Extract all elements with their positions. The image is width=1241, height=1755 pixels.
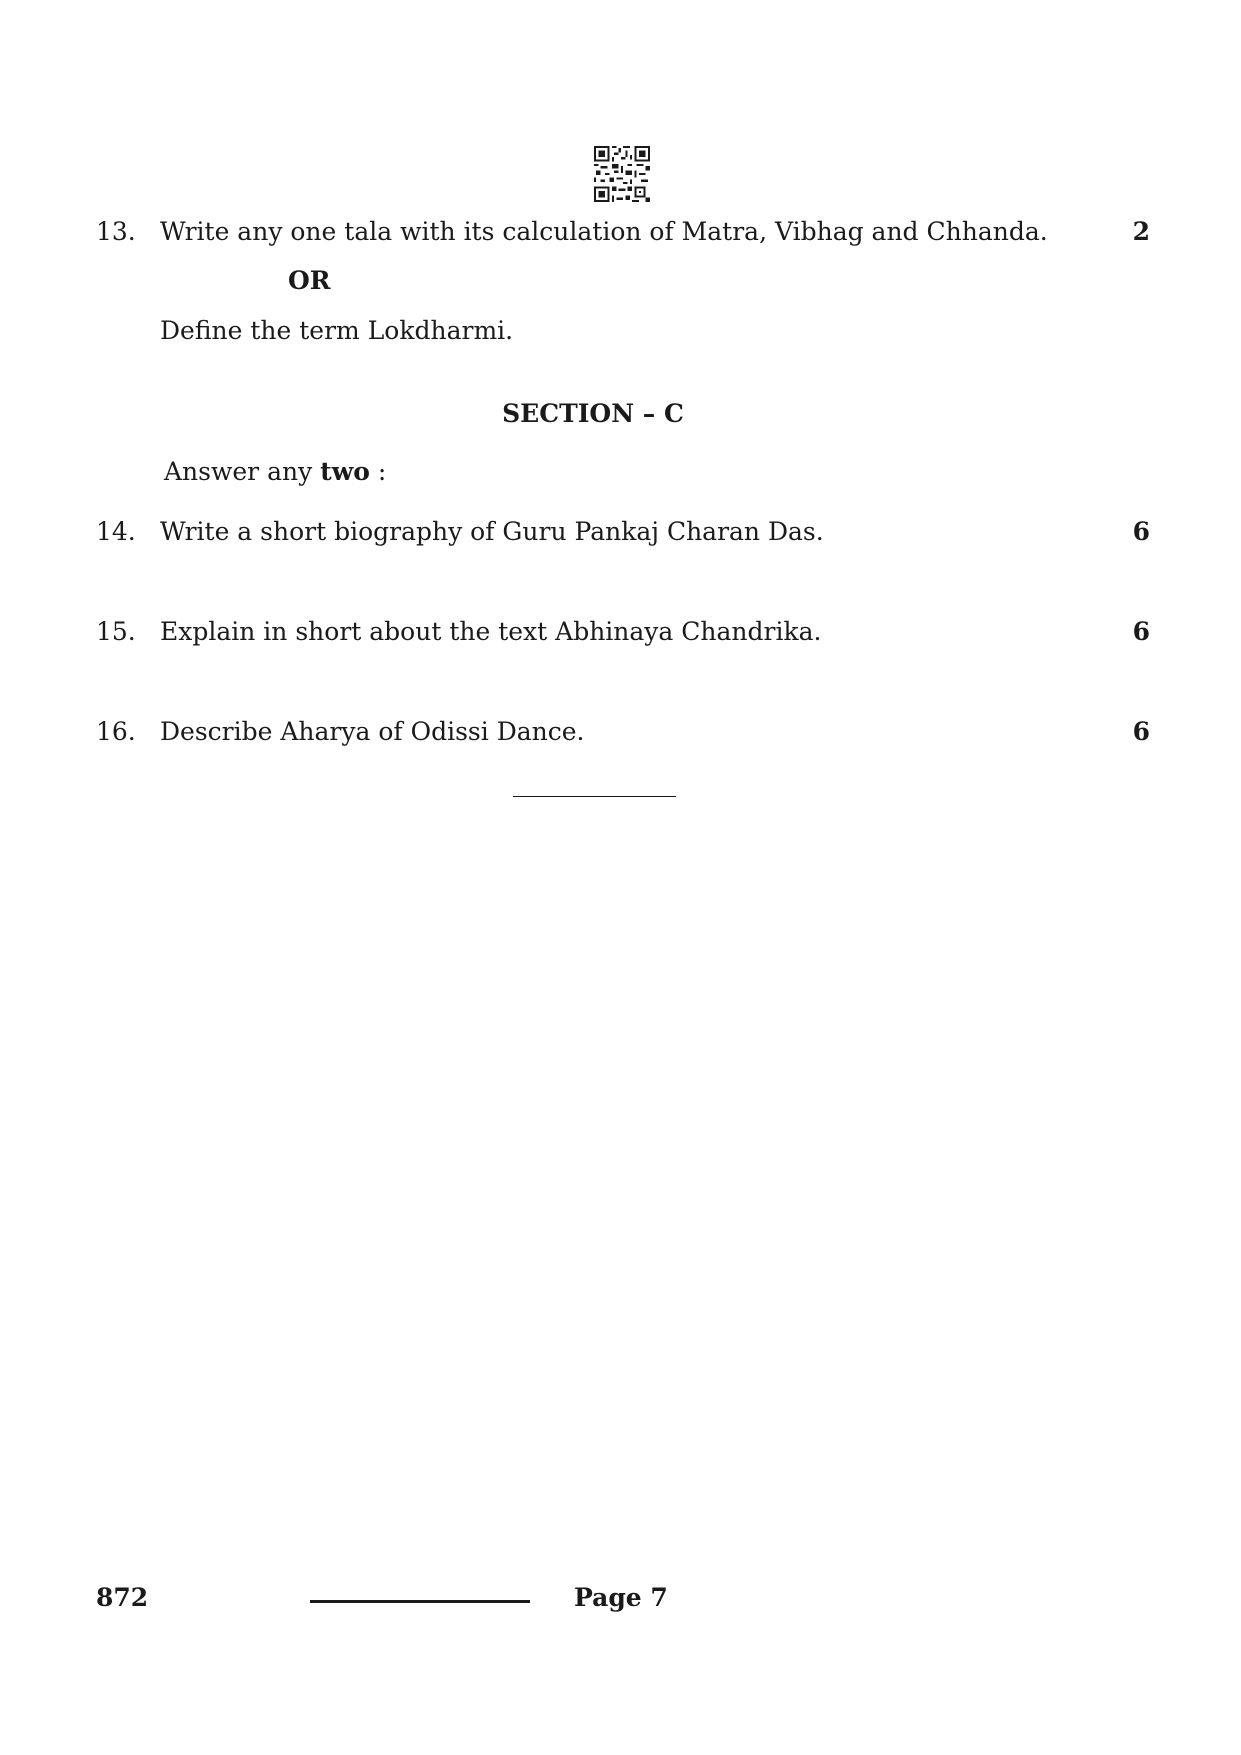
question-text: Write a short biography of Guru Pankaj Charan Das. <box>160 517 824 546</box>
instruction-bold: two <box>320 457 370 486</box>
qr-code-icon <box>594 146 650 202</box>
question-number: 14. <box>96 517 136 546</box>
question-number: 15. <box>96 617 136 646</box>
instruction-suffix: : <box>369 457 387 486</box>
footer-divider <box>310 1600 530 1603</box>
question-marks: 6 <box>1132 717 1150 746</box>
question-text: Describe Aharya of Odissi Dance. <box>160 717 585 746</box>
question-text: Write any one tala with its calculation of Matra, Vibhag and Chhanda. <box>160 217 1048 246</box>
section-instruction <box>164 457 386 486</box>
instruction-prefix: Answer any <box>164 457 321 486</box>
or-label: OR <box>288 266 331 295</box>
footer-page-number: Page 7 <box>574 1583 668 1612</box>
question-alt-text: Define the term Lokdharmi. <box>160 316 514 345</box>
question-marks: 2 <box>1132 217 1150 246</box>
question-marks: 6 <box>1132 517 1150 546</box>
footer-paper-code: 872 <box>96 1583 149 1612</box>
question-number: 13. <box>96 217 136 246</box>
section-title: SECTION – C <box>502 399 684 428</box>
question-marks: 6 <box>1132 617 1150 646</box>
question-text: Explain in short about the text Abhinaya Chandrika. <box>160 617 822 646</box>
end-divider <box>513 796 676 797</box>
question-number: 16. <box>96 717 136 746</box>
